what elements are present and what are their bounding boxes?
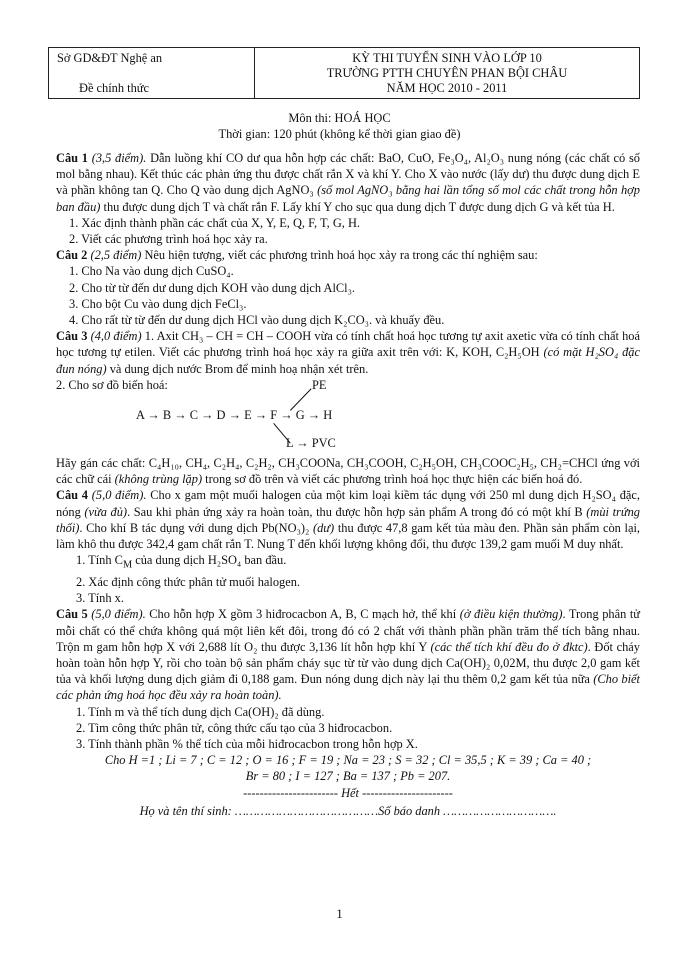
q2-label: Câu 2 [56, 248, 88, 263]
question-2 [56, 247, 640, 263]
q3-text-a: 1. Axit CH₃ – CH = CH – COOH vừa có tính chất hoá học tương tự axit axetic vừa có tính chất hoá học tương tự etilen. Viết các phương trình hoá học xảy ra giữa axit trên với: K, KOH, C₂H₅OH [56, 329, 640, 360]
official-label: Đề chính thức [79, 81, 150, 95]
q4-item-1-text: 1. Tính C [76, 553, 123, 568]
end-marker: ----------------------- Hết ---------------------- [243, 785, 453, 800]
q4-points: (5,0 điểm). [91, 488, 147, 503]
q5-note-a: (ở điều kiện thường) [459, 607, 563, 622]
q1-item-2: 2. Viết các phương trình hoá học xảy ra. [69, 232, 268, 247]
department-label: Sở GD&ĐT Nghệ an [57, 51, 163, 65]
q5-note-c: (Cho biết các phản ứng hoá học đều xảy ra hoàn toàn). [56, 672, 640, 703]
q5-points: (5,0 điểm). [91, 607, 146, 622]
q5-text-a: Cho hỗn hợp X gồm 3 hiđrocacbon A, B, C mạch hở, thể khí [145, 607, 460, 622]
q4-text-b: . Sau khi phản ứng xảy ra hoàn toàn, thu được hỗn hợp sản phẩm A trong đó có một khí B [127, 504, 587, 519]
question-3 [56, 328, 640, 377]
q3-text-c: Hãy gán các chất: C₄H₁₀, CH₄, C₂H₄, C₂H₂, CH₃COONa, CH₃COOH, C₂H₅OH, CH₃COOC₂H₅, CH₂=CHCl ứng với các chữ cái [56, 456, 640, 487]
question-1 [56, 150, 640, 215]
header-right-cell [255, 48, 639, 98]
q1-points: (3,5 điểm). [91, 151, 147, 165]
q4-text-c: . Cho khí B tác dụng với dung dịch Pb(NO₃)₂ [79, 520, 313, 535]
exam-body [56, 150, 640, 819]
candidate-info-line: Họ và tên thí sinh: …………………………………Số báo danh …………………………. [139, 803, 557, 818]
q4-label: Câu 4 [56, 488, 88, 503]
q1-label: Câu 1 [56, 151, 88, 165]
q4-note-c: (dư) [312, 520, 335, 535]
q4-text-a: Cho x gam một muối halogen của một kim loại kiềm tác dụng với 250 ml dung dịch H₂SO₄ đặc, nóng [56, 488, 640, 519]
q2-item-2: 2. Cho từ từ đến dư dung dịch KOH vào dung dịch AlCl₃. [69, 280, 356, 295]
q3-points: (4,0 điểm) [90, 329, 142, 344]
scheme-bottom-label: L → PVC [286, 436, 336, 451]
scheme-main-chain: A → B → C → D → E → F → G → H [136, 408, 333, 423]
time-text: Thời gian: 120 phút (không kể thời gian giao đề) [218, 127, 461, 141]
q2-item-3: 3. Cho bột Cu vào dung dịch FeCl₃. [69, 296, 247, 311]
school-year: NĂM HỌC 2010 - 2011 [386, 81, 508, 95]
q3-note-2: (không trùng lặp) [114, 472, 203, 487]
scheme-top-label: PE [312, 378, 327, 393]
q5-item-3: 3. Tính thành phần % thể tích của mỗi hiđrocacbon trong hỗn hợp X. [76, 736, 418, 751]
q4-item-2: 2. Xác định công thức phân tử muối halogen. [76, 574, 301, 589]
q3-assign-text [56, 455, 640, 487]
q4-note-a: (vừa đủ) [84, 504, 128, 519]
q1-item-1: 1. Xác định thành phần các chất của X, Y, E, Q, F, T, G, H. [69, 215, 361, 230]
q2-item-1: 1. Cho Na vào dung dịch CuSO₄. [69, 264, 234, 279]
q3-text-b: và dung dịch nước Brom để minh hoạ nhận xét trên. [106, 361, 369, 376]
conversion-scheme [56, 377, 640, 455]
atomic-masses-line-2: Br = 80 ; I = 127 ; Ba = 137 ; Pb = 207. [245, 769, 451, 784]
question-5 [56, 606, 640, 703]
page-number: 1 [336, 906, 343, 921]
q4-item-1 [56, 552, 640, 574]
q4-item-1-rest: của dung dịch H₂SO₄ ban đầu. [132, 553, 287, 568]
exam-title: KỲ THI TUYỂN SINH VÀO LỚP 10 [352, 51, 542, 65]
q5-note-b: (các thể tích khí đều đo ở đktc) [430, 639, 588, 654]
q2-text: Nêu hiện tượng, viết các phương trình hoá học xảy ra trong các thí nghiệm sau: [141, 248, 538, 263]
q3-note: (có mặt H₂SO₄ đặc đun nóng) [56, 345, 640, 376]
q1-text-a: Dẫn luồng khí CO dư qua hỗn hợp các chất: BaO, CuO, Fe₃O₄, Al₂O₃ nung nóng (các chất có số mol bằng nhau). Kết thúc các phản ứng thu được chất rắn X và khí Y. Cho X vào nước (lấy dư) thu được dung dịch E và phần không tan Q. Cho Q vào dung dịch AgNO₃ [56, 151, 640, 198]
q4-item-3: 3. Tính x. [76, 591, 124, 606]
q4-item-1-sub: M [122, 559, 133, 571]
q2-points: (2,5 điểm) [90, 248, 142, 263]
subject-text: Môn thi: HOÁ HỌC [288, 111, 391, 125]
time-line [0, 126, 679, 142]
q5-label: Câu 5 [56, 607, 88, 622]
q5-item-2: 2. Tìm công thức phân tử, công thức cấu tạo của 3 hiđrocacbon. [76, 720, 393, 735]
q5-text-c: . Đốt cháy hoàn toàn hỗn hợp Y, rồi cho toàn bộ sản phẩm cháy sục từ từ vào dung dịch Ca(OH)₂ 0,02M, thu được 2,0 gam kết tủa và khối lượng dung dịch giảm đi 0,188 gam. Đun nóng dung dịch này lại thu thêm 0,2 gam kết tủa nữa [56, 639, 640, 687]
q3-part-2: 2. Cho sơ đồ biến hoá: [56, 377, 168, 392]
q5-text-b: . Trong phân tử mỗi chất có thể chứa không quá một liên kết đôi, trong đó có 2 chất với thành phần phần trăm thể tích bằng nhau. Trộn m gam hỗn hợp X với 2,688 lít O₂ thu được 3,136 lít hỗn hợp khí Y [56, 607, 640, 654]
header-left-cell [49, 48, 255, 98]
school-name: TRƯỜNG PTTH CHUYÊN PHAN BỘI CHÂU [326, 66, 568, 80]
q3-label: Câu 3 [56, 329, 88, 344]
q4-text-d: thu được 47,8 gam kết tủa màu đen. Phần sản phẩm còn lại, làm khô thu được 342,4 gam chất rắn T. Nung T đến khối lượng không đổi, thu được 139,2 gam muối M duy nhất. [56, 520, 640, 552]
question-4 [56, 487, 640, 552]
q5-item-1: 1. Tính m và thể tích dung dịch Ca(OH)₂ đã dùng. [76, 704, 325, 719]
q1-note: (số mol AgNO₃ bằng hai lần tổng số mol các chất trong hỗn hợp ban đầu) [56, 183, 640, 214]
atomic-masses-line-1: Cho H =1 ; Li = 7 ; C = 12 ; O = 16 ; F = 19 ; Na = 23 ; S = 32 ; Cl = 35,5 ; K = 39 ; Ca = 40 ; [104, 753, 592, 768]
subject-line [0, 110, 679, 126]
q1-text-b: thu được dung dịch T và chất rắn F. Lấy khí Y cho sục qua dung dịch T được dung dịch G và kết tủa H. [100, 199, 615, 214]
exam-header [48, 47, 640, 99]
q3-text-d: trong sơ đồ trên và viết các phương trình hoá học thực hiện các biến hoá đó. [202, 472, 583, 487]
q2-item-4: 4. Cho rất từ từ đến dư dung dịch HCl vào dung dịch K₂CO₃. và khuấy đều. [69, 313, 445, 328]
q4-note-b: (mùi trứng thối) [56, 504, 640, 535]
